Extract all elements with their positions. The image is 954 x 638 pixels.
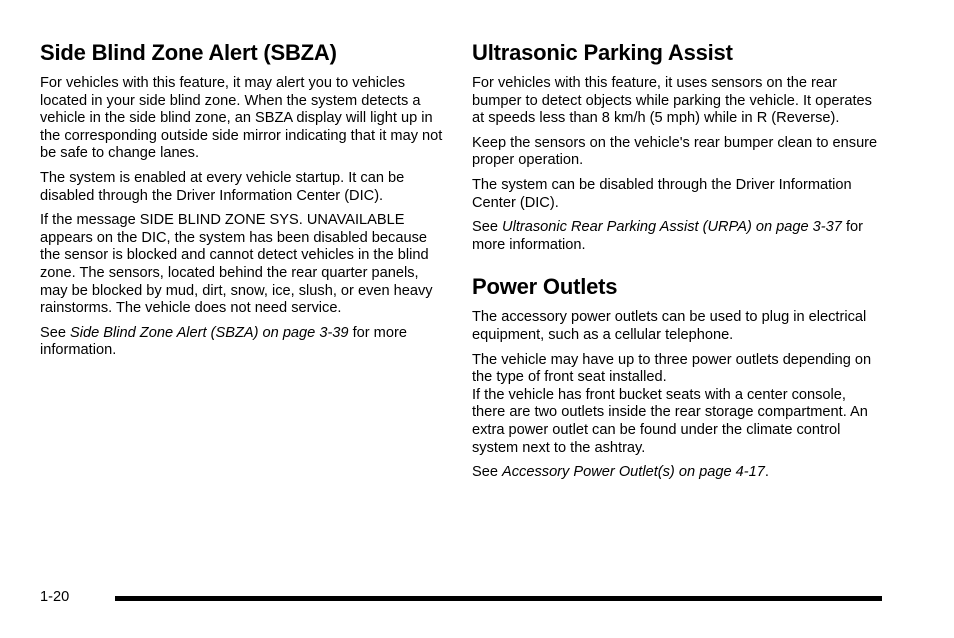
page-number: 1-20 (40, 589, 70, 605)
paragraph (472, 352, 882, 458)
section-heading-parking-assist: Ultrasonic Parking Assist (472, 40, 733, 65)
see-suffix: for more information. (472, 219, 863, 253)
see-prefix: See (472, 464, 503, 481)
paragraph-see-reference (472, 219, 882, 254)
paragraph-see-reference (40, 325, 450, 360)
paragraph-line: The vehicle may have up to three power outlets depending on the type of front seat installed. (472, 351, 872, 386)
left-column (40, 40, 450, 367)
paragraph-line: If the vehicle has front bucket seats with a center console, there are two outlets inside the rear storage compartment. An extra power outlet can be found under the climate control system next to the ashtray. (472, 386, 868, 456)
cross-reference-link[interactable]: Ultrasonic Rear Parking Assist (URPA) on page 3-37 (502, 219, 842, 236)
paragraph: For vehicles with this feature, it may alert you to vehicles located in your side blind zone. When the system detects a vehicle in the side blind zone, an SBZA display will light up in the corresponding outside side mirror indicating that it may not be safe to change lanes. (40, 75, 443, 162)
right-column (472, 40, 882, 489)
paragraph: For vehicles with this feature, it uses sensors on the rear bumper to detect objects while parking the vehicle. It operates at speeds less than 8 km/h (5 mph) while in R (Reverse). (472, 75, 872, 127)
paragraph: If the message SIDE BLIND ZONE SYS. UNAVAILABLE appears on the DIC, the system has been disabled because the sensor is blocked and cannot detect vehicles in the blind zone. The sensors, located behind the rear quarter panels, may be blocked by mud, dirt, snow, ice, slush, or even heavy rainstorms. The vehicle does not need service. (40, 212, 433, 317)
paragraph-see-reference (472, 464, 882, 482)
cross-reference-link[interactable]: Side Blind Zone Alert (SBZA) on page 3-39 (70, 324, 349, 341)
see-prefix: See (472, 219, 503, 236)
section-heading-sbza: Side Blind Zone Alert (SBZA) (40, 40, 337, 65)
cross-reference-link[interactable]: Accessory Power Outlet(s) on page 4-17 (502, 464, 765, 481)
paragraph: The system can be disabled through the Driver Information Center (DIC). (472, 176, 852, 211)
paragraph: The system is enabled at every vehicle startup. It can be disabled through the Driver Information Center (DIC). (40, 169, 405, 204)
see-suffix: . (764, 464, 769, 481)
footer-rule (115, 596, 882, 601)
see-prefix: See (40, 324, 71, 341)
see-suffix: for more information. (40, 324, 407, 359)
paragraph: The accessory power outlets can be used to plug in electrical equipment, such as a cellular telephone. (472, 309, 867, 343)
paragraph: Keep the sensors on the vehicle's rear bumper clean to ensure proper operation. (472, 134, 878, 169)
section-heading-power-outlets: Power Outlets (472, 274, 618, 300)
